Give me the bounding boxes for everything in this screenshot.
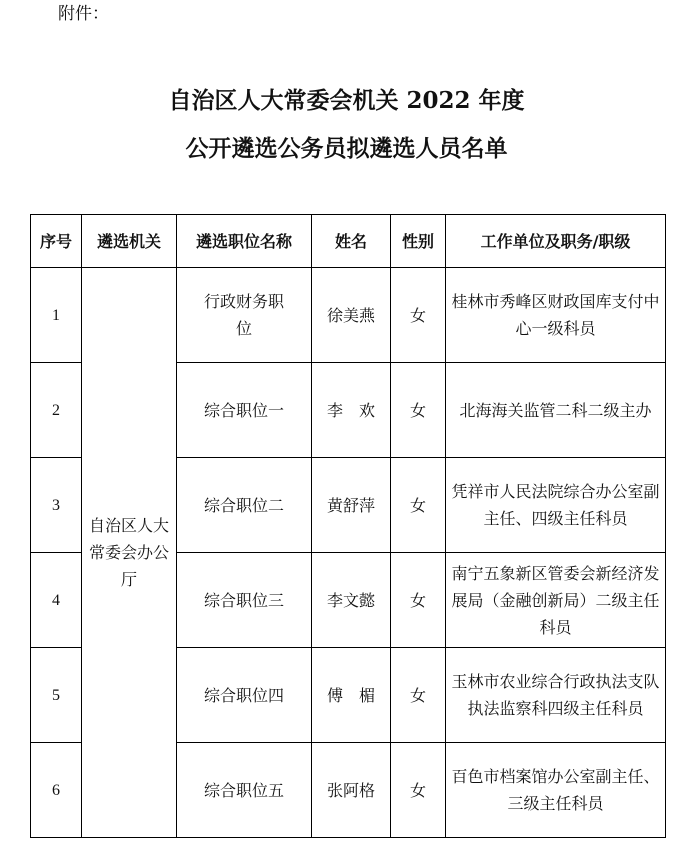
person-name-cell: 张阿格	[312, 743, 391, 838]
work-unit-cell: 玉林市农业综合行政执法支队执法监察科四级主任科员	[446, 648, 666, 743]
gender-cell: 女	[391, 648, 446, 743]
gender-cell: 女	[391, 268, 446, 363]
work-unit-cell: 百色市档案馆办公室副主任、三级主任科员	[446, 743, 666, 838]
document-title-line2: 公开遴选公务员拟遴选人员名单	[185, 135, 508, 162]
position-cell: 综合职位二	[177, 458, 312, 553]
position-text: 行政财务职位	[204, 292, 285, 338]
serial-no-cell: 4	[31, 553, 82, 648]
person-name-cell: 李 欢	[312, 363, 391, 458]
position-cell: 综合职位一	[177, 363, 312, 458]
header-serial-no: 序号	[31, 215, 82, 268]
gender-cell: 女	[391, 458, 446, 553]
person-name-cell: 徐美燕	[312, 268, 391, 363]
serial-no-cell: 5	[31, 648, 82, 743]
document-title-line1: 自治区人大常委会机关 2022 年度	[168, 87, 525, 114]
header-person-name: 姓名	[312, 215, 391, 268]
header-position-name: 遴选职位名称	[177, 215, 312, 268]
serial-no-cell: 1	[31, 268, 82, 363]
position-cell: 综合职位三	[177, 553, 312, 648]
position-cell: 综合职位四	[177, 648, 312, 743]
selection-roster-table	[30, 214, 666, 838]
serial-no-cell: 6	[31, 743, 82, 838]
selecting-organ-cell	[82, 268, 177, 838]
gender-cell: 女	[391, 363, 446, 458]
header-selecting-organ: 遴选机关	[82, 215, 177, 268]
gender-cell: 女	[391, 743, 446, 838]
person-name-cell: 傅 楣	[312, 648, 391, 743]
work-unit-cell: 南宁五象新区管委会新经济发展局（金融创新局）二级主任科员	[446, 553, 666, 648]
table-row	[31, 268, 666, 363]
selecting-organ-text: 自治区人大常委会办公厅	[88, 516, 169, 589]
work-unit-cell: 桂林市秀峰区财政国库支付中心一级科员	[446, 268, 666, 363]
attachment-label: 附件：	[58, 4, 109, 24]
person-name-cell: 李文懿	[312, 553, 391, 648]
table-header-row	[31, 215, 666, 268]
header-gender: 性别	[391, 215, 446, 268]
position-cell	[177, 268, 312, 363]
person-name-cell: 黄舒萍	[312, 458, 391, 553]
serial-no-cell: 2	[31, 363, 82, 458]
gender-cell: 女	[391, 553, 446, 648]
header-work-unit: 工作单位及职务/职级	[446, 215, 666, 268]
position-cell: 综合职位五	[177, 743, 312, 838]
serial-no-cell: 3	[31, 458, 82, 553]
work-unit-cell: 凭祥市人民法院综合办公室副主任、四级主任科员	[446, 458, 666, 553]
work-unit-cell: 北海海关监管二科二级主办	[446, 363, 666, 458]
